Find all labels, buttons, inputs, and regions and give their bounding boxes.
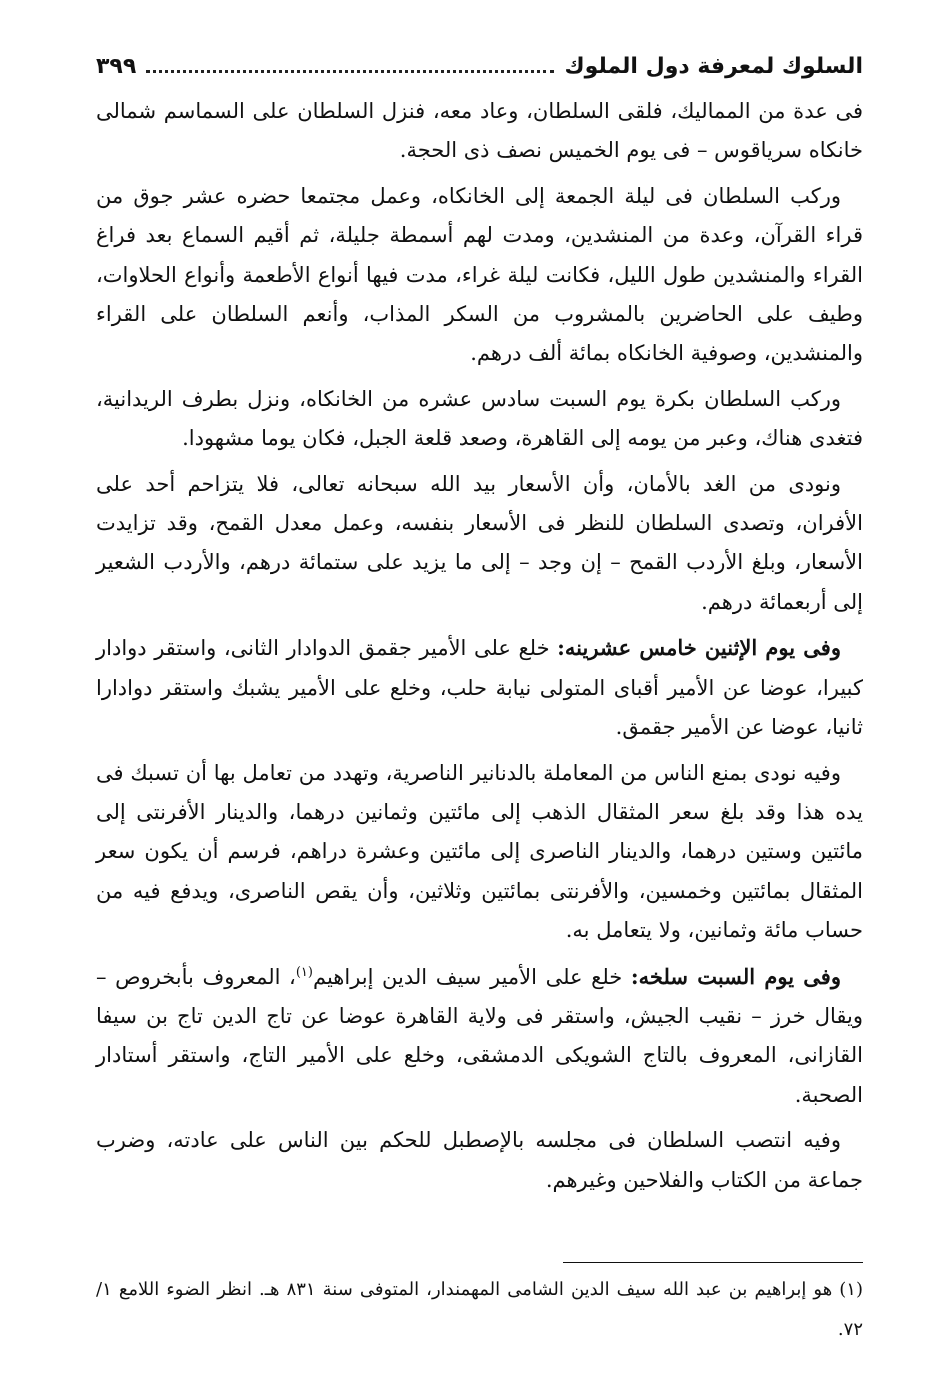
paragraph-text: وفيه انتصب السلطان فى مجلسه بالإصطبل للحكم بين الناس على عادته، وضرب جماعة من الكتاب والفلاحين وغيرهم. bbox=[96, 1128, 863, 1192]
footnote: (١) هو إبراهيم بن عبد الله سيف الدين الشامى المهمندار، المتوفى سنة ٨٣١ هـ. انظر الضوء اللامع ١/ ٧٢. bbox=[96, 1279, 863, 1340]
footnote-marker: (١) bbox=[295, 964, 313, 980]
paragraph bbox=[96, 1121, 863, 1200]
paragraph bbox=[96, 92, 863, 171]
paragraph-text-continued: ، المعروف بأبخروص – ويقال خرز – نقيب الجيش، واستقر فى ولاية القاهرة عوضا عن تاج الدين تاج بن سيفا القازانى، المعروف بالتاج الشويكى الدمشقى، وخلع على الأمير التاج، واستقر أستادار الصحبة. bbox=[96, 964, 863, 1107]
paragraph-text: ونودى من الغد بالأمان، وأن الأسعار بيد الله سبحانه تعالى، فلا يتزاحم أحد على الأفران، وتصدى السلطان للنظر فى الأسعار بنفسه، وعمل معدل القمح، وقد تزايدت الأسعار، وبلغ الأردب القمح – إن وجد – إلى ما يزيد على ستمائة درهم، والأردب الشعير إلى أربعمائة درهم. bbox=[96, 471, 863, 614]
paragraph-text: وركب السلطان بكرة يوم السبت سادس عشره من الخانكاه، ونزل بطرف الريدانية، فتغدى هناك، وعبر من يومه إلى القاهرة، وصعد قلعة الجبل، فكان يوما مشهودا. bbox=[96, 386, 863, 451]
paragraph-text: خلع على الأمير جقمق الدوادار الثانى، واستقر دوادار كبيرا، عوضا عن الأمير أقباى المتولى نيابة حلب، وخلع على الأمير يشبك واستقر دوادارا ثانيا، عوضا عن الأمير جقمق. bbox=[96, 636, 863, 740]
page-header bbox=[96, 44, 863, 88]
paragraph-text: فى عدة من المماليك، فلقى السلطان، وعاد معه، فنزل السلطان على السماسم شمالى خانكاه سرياقوس – فى يوم الخميس نصف ذى الحجة. bbox=[96, 99, 863, 163]
main-text bbox=[96, 92, 863, 1200]
footnotes bbox=[96, 1270, 863, 1350]
paragraph bbox=[96, 380, 863, 459]
page-number: ٣٩٩ bbox=[96, 53, 137, 79]
paragraph bbox=[96, 957, 863, 1116]
paragraph bbox=[96, 465, 863, 623]
paragraph-lead: وفى يوم السبت سلخه: bbox=[630, 963, 841, 989]
footnote-divider bbox=[563, 1262, 863, 1263]
paragraph-text: وركب السلطان فى ليلة الجمعة إلى الخانكاه، وعمل مجتمعا حضره عشر جوق من قراء القرآن، وعدة من المنشدين، ومدت لهم أسمطة جليلة، ثم أقيم السماع بعد فراغ القراء والمنشدين طول الليل، فكانت ليلة غراء، مدت فيها أنواع الأطعمة وأنواع الحلاوات، وطيف على الحاضرين بالمشروب من السكر المذاب، وأنعم السلطان على القراء والمنشدين، وصوفية الخانكاه بمائة ألف درهم. bbox=[96, 183, 863, 366]
paragraph bbox=[96, 628, 863, 747]
paragraph bbox=[96, 754, 863, 951]
paragraph-text: خلع على الأمير سيف الدين إبراهيم bbox=[312, 964, 631, 989]
paragraph bbox=[96, 177, 863, 374]
running-title: السلوك لمعرفة دول الملوك bbox=[564, 53, 863, 79]
paragraph-lead: وفى يوم الإثنين خامس عشرينه: bbox=[557, 635, 841, 661]
header-dot-leader bbox=[146, 60, 554, 73]
paragraph-text: وفيه نودى بمنع الناس من المعاملة بالدنانير الناصرية، وتهدد من تعامل بها أن تسبك فى يده هذا وقد بلغ سعر المثقال الذهب إلى مائتين وثمانين درهما، والدينار الأفرنتى إلى مائتين وستين درهما، والدينار الناصرى إلى مائتين وعشرة دراهم، فرسم أن يكون سعر المثقال بمائتين وخمسين، والأفرنتى بمائتين وثلاثين، وأن يقص الناصرى، ويدفع فيه من حساب مائة وثمانين، ولا يتعامل به. bbox=[96, 760, 863, 943]
